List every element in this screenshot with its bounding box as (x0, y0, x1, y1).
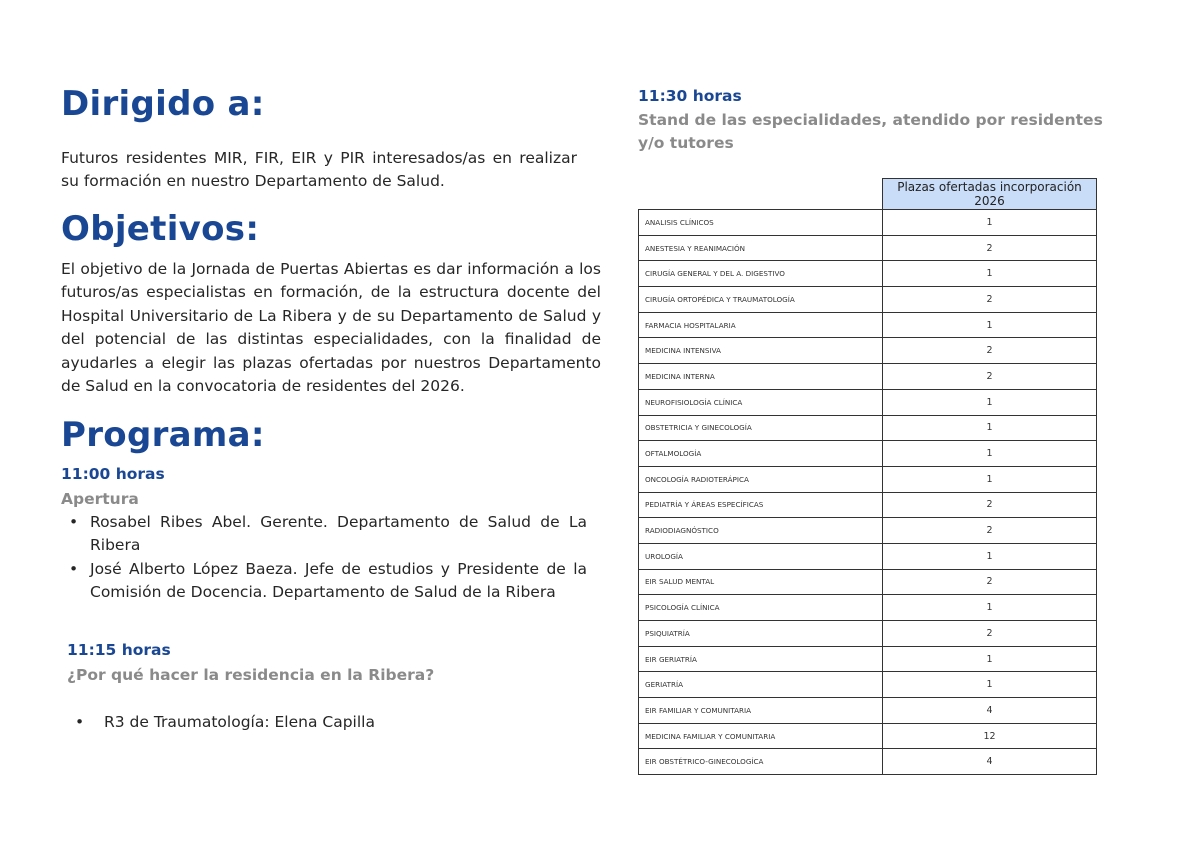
specialty-plazas: 1 (883, 261, 1097, 287)
dirigido-heading: Dirigido a: (61, 84, 265, 124)
table-row (639, 210, 1097, 236)
list-item: • R3 de Traumatología: Elena Capilla (75, 713, 375, 731)
specialty-plazas: 2 (883, 492, 1097, 518)
specialty-name: PEDIATRÍA Y ÁREAS ESPECÍFICAS (639, 492, 883, 518)
programa-time-1100: 11:00 horas (61, 465, 165, 483)
specialty-name: UROLOGÍA (639, 543, 883, 569)
list-item: • José Alberto López Baeza. Jefe de estudios y Presidente de la Comisión de Docencia. Departamento de Salud de la Ribera (69, 559, 587, 602)
table-row (639, 338, 1097, 364)
specialty-name: MEDICINA INTENSIVA (639, 338, 883, 364)
specialty-plazas: 2 (883, 287, 1097, 313)
programa-time-1115: 11:15 horas (67, 641, 171, 659)
specialty-plazas: 1 (883, 543, 1097, 569)
specialty-plazas: 1 (883, 646, 1097, 672)
specialty-name: ONCOLOGÍA RADIOTERÁPICA (639, 466, 883, 492)
table-header-row (639, 179, 1097, 210)
table-row (639, 698, 1097, 724)
table-row (639, 749, 1097, 775)
list-item: • Rosabel Ribes Abel. Gerente. Departamento de Salud de La Ribera (69, 513, 587, 555)
programa-heading: Programa: (61, 415, 265, 455)
dirigido-text: Futuros residentes MIR, FIR, EIR y PIR interesados/as en realizar su formación en nuestro Departamento de Salud. (61, 149, 577, 191)
specialty-plazas: 4 (883, 698, 1097, 724)
table-row (639, 621, 1097, 647)
table-row (639, 312, 1097, 338)
speaker-text: R3 de Traumatología: Elena Capilla (104, 713, 375, 731)
table-row (639, 492, 1097, 518)
specialty-name: ANALISIS CLÍNICOS (639, 210, 883, 236)
specialty-name: CIRUGÍA ORTOPÉDICA Y TRAUMATOLOGÍA (639, 287, 883, 313)
specialty-name: ANESTESIA Y REANIMACIÓN (639, 235, 883, 261)
table-row (639, 569, 1097, 595)
specialty-name: FARMACIA HOSPITALARIA (639, 312, 883, 338)
specialty-name: RADIODIAGNÓSTICO (639, 518, 883, 544)
specialty-plazas: 2 (883, 569, 1097, 595)
objetivos-heading: Objetivos: (61, 209, 260, 249)
specialty-name: OFTALMOLOGÍA (639, 441, 883, 467)
specialty-plazas: 1 (883, 389, 1097, 415)
specialty-name: EIR SALUD MENTAL (639, 569, 883, 595)
specialty-name: MEDICINA INTERNA (639, 364, 883, 390)
specialty-plazas: 1 (883, 595, 1097, 621)
specialty-name: EIR GERIATRÍA (639, 646, 883, 672)
specialty-name: NEUROFISIOLOGÍA CLÍNICA (639, 389, 883, 415)
specialty-name: OBSTETRICIA Y GINECOLOGÍA (639, 415, 883, 441)
specialty-plazas: 2 (883, 364, 1097, 390)
table-row (639, 364, 1097, 390)
specialty-plazas: 1 (883, 312, 1097, 338)
stand-time-1130: 11:30 horas (638, 87, 742, 105)
specialty-plazas: 1 (883, 672, 1097, 698)
specialty-plazas: 4 (883, 749, 1097, 775)
specialty-plazas: 2 (883, 621, 1097, 647)
table-row (639, 595, 1097, 621)
table-row (639, 723, 1097, 749)
table-header-plazas: Plazas ofertadas incorporación 2026 (883, 179, 1097, 210)
stand-title: Stand de las especialidades, atendido por residentes y/o tutores (638, 111, 1103, 152)
specialty-plazas: 2 (883, 518, 1097, 544)
specialty-plazas: 1 (883, 441, 1097, 467)
specialty-plazas: 1 (883, 466, 1097, 492)
programa-title-residencia: ¿Por qué hacer la residencia en la Ribera? (67, 666, 435, 684)
programa-title-apertura: Apertura (61, 490, 139, 508)
objetivos-text: El objetivo de la Jornada de Puertas Abiertas es dar información a los futuros/as especialistas en formación, de la estructura docente del Hospital Universitario de La Ribera y de su Departamento de Salud y del potencial de las distintas especialidades, con la finalidad de ayudarles a elegir las plazas ofertadas por nuestros Departamento de Salud en la convocatoria de residentes del 2026. (61, 260, 601, 396)
table-row (639, 441, 1097, 467)
specialty-plazas: 2 (883, 338, 1097, 364)
table-row (639, 235, 1097, 261)
table-row (639, 261, 1097, 287)
table-row (639, 543, 1097, 569)
table-row (639, 646, 1097, 672)
specialty-plazas: 2 (883, 235, 1097, 261)
plazas-table (638, 178, 1097, 775)
speaker-text: Rosabel Ribes Abel. Gerente. Departamento de Salud de La Ribera (90, 513, 587, 555)
specialty-name: PSICOLOGÍA CLÍNICA (639, 595, 883, 621)
speaker-text: José Alberto López Baeza. Jefe de estudios y Presidente de la Comisión de Docencia. Departamento de Salud de la Ribera (90, 559, 587, 602)
table-row (639, 389, 1097, 415)
table-row (639, 415, 1097, 441)
specialty-name: CIRUGÍA GENERAL Y DEL A. DIGESTIVO (639, 261, 883, 287)
header-blank-cell (639, 179, 883, 210)
specialty-name: GERIATRÍA (639, 672, 883, 698)
specialty-name: EIR OBSTÉTRICO-GINECOLOGÍCA (639, 749, 883, 775)
specialty-plazas: 1 (883, 210, 1097, 236)
residencia-speaker-list (67, 711, 567, 734)
specialty-name: MEDICINA FAMILIAR Y COMUNITARIA (639, 723, 883, 749)
specialty-plazas: 12 (883, 723, 1097, 749)
specialty-name: PSIQUIATRÍA (639, 621, 883, 647)
specialty-name: EIR FAMILIAR Y COMUNITARIA (639, 698, 883, 724)
apertura-speaker-list (61, 511, 587, 605)
table-row (639, 672, 1097, 698)
table-row (639, 518, 1097, 544)
specialty-plazas: 1 (883, 415, 1097, 441)
table-row (639, 466, 1097, 492)
table-row (639, 287, 1097, 313)
